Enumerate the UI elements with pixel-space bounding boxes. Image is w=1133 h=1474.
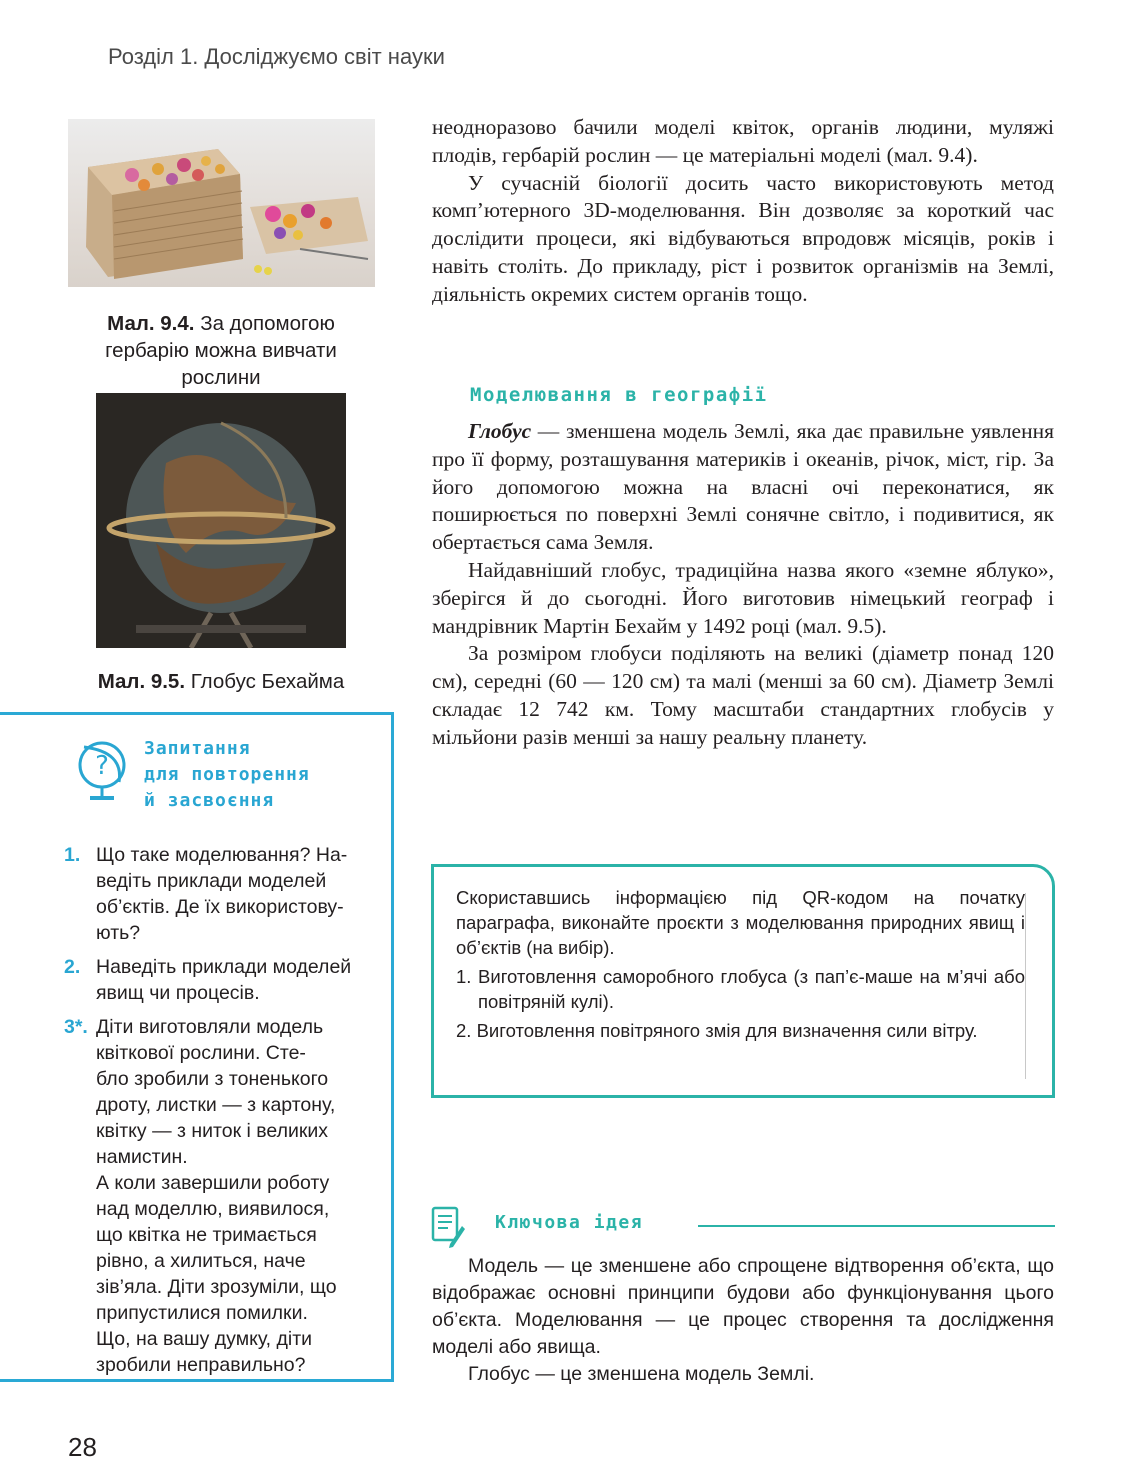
globe-photo bbox=[96, 393, 346, 648]
main-text bbox=[432, 114, 1054, 309]
paragraph: За розміром глобуси поділяють на великі (діаметр понад 120 см), середні (60 — 120 см) та малі (менші за 60 см). Діаметр Землі складає 12 742 км. Тому масштаби стандартних глобусів у мільйони разів менші за нашу реальну планету. bbox=[432, 641, 1054, 749]
caption-line: гербарію можна вивчати bbox=[105, 339, 337, 362]
figure-9-4-caption bbox=[70, 310, 372, 391]
paragraph: Глобус — зменшена модель Землі, яка дає правильне уявлення про її форму, розташування материків і океанів, річок, міст, гір. За його допомогою можна на власні очі переконатися, як поширюється по поверхні Землі сонячне світло, і подивитися, як обертається сама Земля. bbox=[432, 419, 1054, 555]
figure-9-5-caption bbox=[70, 668, 372, 695]
questions-list bbox=[64, 842, 370, 1386]
question-number: 1. bbox=[64, 844, 81, 866]
question-item: 2. Наведіть приклади моделей явищ чи процесів. bbox=[64, 956, 352, 1004]
paragraph: Модель — це зменшене або спрощене відтворення об’єкта, що відображає основні принципи будови або функціонування цього об’єкта. Моделювання — це процес створення та дослідження моделі або явища. bbox=[432, 1255, 1054, 1358]
questions-title: Запитання для повторення й засвоєння bbox=[144, 738, 310, 811]
paragraph: неодноразово бачили моделі квіток, органів людини, муляжі плодів, гербарій рослин — це матеріальні моделі (мал. 9.4). bbox=[432, 115, 1054, 167]
figure-label: Мал. 9.5. bbox=[97, 670, 186, 693]
paragraph: Найдавніший глобус, традиційна назва якого «земне яблуко», зберігся й до сьогодні. Його виготовив німецький географ і мандрівник Мартін Бехайм у 1492 році (мал. 9.5). bbox=[432, 557, 1054, 638]
svg-text:?: ? bbox=[95, 751, 109, 781]
paragraph: Глобус — це зменшена модель Землі. bbox=[468, 1363, 815, 1385]
section-title: Моделювання в географії bbox=[470, 384, 768, 406]
herbarium-photo bbox=[68, 119, 375, 287]
caption-text: Глобус Бехайма bbox=[190, 670, 345, 693]
project-intro: Скориставшись інформацією під QR-кодом на початку параграфа, виконайте проєкти з моделювання природних явищ і об’єктів (на вибір). bbox=[456, 887, 1025, 958]
paragraph: У сучасній біології досить часто використовують метод комп’ютерного 3D-моделювання. Він дозволяє за короткий час дослідити процеси, які відбуваються впродовж місяців, років і навіть століть. До прикладу, ріст і розвиток організмів на Землі, діяльність окремих систем органів тощо. bbox=[432, 170, 1054, 306]
key-idea-text bbox=[432, 1253, 1054, 1388]
project-item: 2. Виготовлення повітряного змія для визначення сили вітру. bbox=[456, 1020, 978, 1041]
divider bbox=[698, 1225, 1055, 1227]
question-item: 1. Що таке моделювання? На- ведіть приклади моделей об’єктів. Де їх використову- ють? bbox=[64, 844, 348, 944]
divider bbox=[1025, 893, 1026, 1079]
question-number: 2. bbox=[64, 956, 81, 978]
caption-line: За допомогою bbox=[200, 312, 335, 335]
geography-text bbox=[432, 418, 1054, 752]
project-text bbox=[456, 885, 1025, 1047]
term: Глобус bbox=[468, 419, 532, 443]
caption-line: рослини bbox=[181, 366, 261, 389]
figure-label: Мал. 9.4. bbox=[107, 312, 195, 335]
page-number: 28 bbox=[68, 1432, 97, 1462]
project-item: 1. Виготовлення саморобного глобуса (з пап’є-маше на м’ячі або повітряній кулі). bbox=[456, 966, 1025, 1012]
key-idea-title: Ключова ідея bbox=[495, 1212, 644, 1233]
running-header: Розділ 1. Досліджуємо світ науки bbox=[108, 44, 445, 69]
question-globe-icon bbox=[72, 738, 132, 804]
question-item: 3*. Діти виготовляли модель квіткової рослини. Сте- бло зробили з тоненького дроту, листки — з картону, квітку — з ниток і великих намистин. А коли завершили роботу над моделлю, виявилося, що квітка не тримається рівно, а хилиться, наче зів’яла. Діти зрозуміли, що припустилися помилки. Що, на вашу думку, діти зробили неправильно? bbox=[64, 1016, 337, 1376]
question-number: 3*. bbox=[64, 1016, 88, 1038]
notepad-pencil-icon bbox=[430, 1204, 466, 1250]
